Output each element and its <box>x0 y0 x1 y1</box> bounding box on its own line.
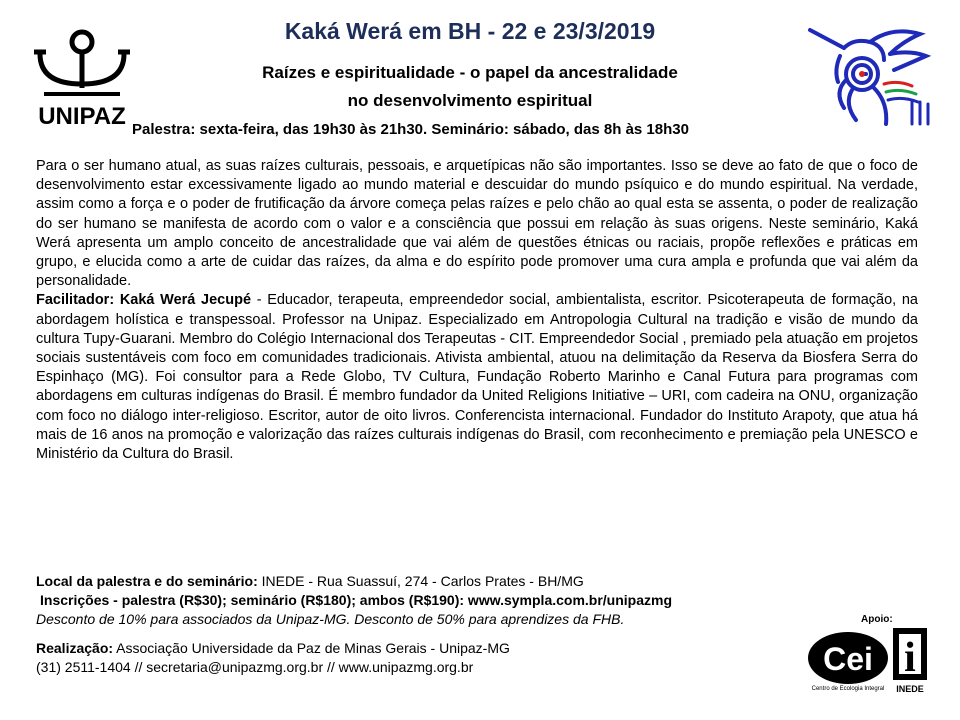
inede-logo-glyph: i <box>904 635 916 681</box>
discount-line: Desconto de 10% para associados da Unipaz-MG. Desconto de 50% para aprendizes da FHB. <box>36 611 625 627</box>
organizer-value: Associação Universidade da Paz de Minas Gerais - Unipaz-MG <box>113 640 510 656</box>
organizer-label: Realização: <box>36 640 114 656</box>
event-subtitle-line-1: Raízes e espiritualidade - o papel da ancestralidade <box>262 63 678 82</box>
event-title: Kaká Werá em BH - 22 e 23/3/2019 <box>284 18 656 44</box>
unipaz-logo <box>34 26 130 130</box>
sponsors-label: Apoio: <box>861 614 893 625</box>
facilitator-bio: - Educador, terapeuta, empreendedor social, ambientalista, escritor. Psicoterapeuta de formação, na abordagem holística e transpessoal. Professor na Unipaz. Especializado em Antropologia Cultural na tradição e visão de mundo da cultura Tupy-Guarani. Membro do Colégio Internacional dos Terapeutas - CIT. Empreendedor Social , premiado pela atuação em projetos sociais sustentáveis com foco em comunidades tradicionais. Ativista ambiental, atuou na delimitação da Reserva da Biosfera Serra do Espinhaço (MG). Foi consultor para a Rede Globo, TV Cultura, Fundação Roberto Marinho e Canal Futura para programas com abordagens em culturas indígenas do Brasil. É membro fundador da United Religions Initiative – URI, com cadeira na ONU, organização com foco no diálogo inter-religioso. Escritor, autor de oito livros. Conferencista internacional. Fundador do Instituto Arapoty, que atua há mais de 16 anos na promoção e valorização das raízes culturais indígenas do Brasil, com reconhecimento e premiação pela UNESCO e Ministério da Cultura do Brasil. <box>36 292 918 463</box>
location-label: Local da palestra e do seminário: <box>36 573 258 589</box>
unipaz-logo-text: UNIPAZ <box>38 103 126 130</box>
event-schedule: Palestra: sexta-feira, das 19h30 às 21h30. Seminário: sábado, das 8h às 18h30 <box>132 121 689 138</box>
cei-caption: Centro de Ecologia Integral <box>811 686 885 692</box>
cei-logo-text: Cei <box>823 641 873 677</box>
inede-caption: INEDE <box>896 684 924 694</box>
facilitator-paragraph <box>36 291 918 464</box>
facilitator-label: Facilitador: Kaká Werá Jecupé <box>36 292 252 309</box>
contact-line: (31) 2511-1404 // secretaria@unipazmg.org.br // www.unipazmg.org.br <box>36 659 474 675</box>
organizer-line <box>36 639 796 658</box>
event-footer <box>36 572 796 677</box>
registration-line: Inscrições - palestra (R$30); seminário (R$180); ambos (R$190): www.sympla.com.br/unipazmg <box>40 592 673 608</box>
location-line <box>36 572 796 591</box>
event-description <box>36 157 918 464</box>
hummingbird-logo <box>804 26 932 128</box>
location-value: INEDE - Rua Suassuí, 274 - Carlos Prates - BH/MG <box>257 573 584 589</box>
intro-paragraph: Para o ser humano atual, as suas raízes culturais, pessoais, e arquetípicas não são importantes. Isso se deve ao fato de que o foco de desenvolvimento estar excessivamente ligado ao mundo material e descuidar do mundo psíquico e do mundo espiritual. Na verdade, assim como a força e o poder de frutificação da árvore começa pelas raízes e pelo chão ao qual esta se assenta, o poder de realização do ser humano se manifesta de acordo com o valor e a consciência que possui em relação às suas origens. Neste seminário, Kaká Werá apresenta um amplo conceito de ancestralidade que vai além de questões étnicas ou raciais, propõe reflexões e práticas em grupo, e elucida como a arte de cuidar das raízes, da alma e do espírito pode promover uma cura ampla e profunda que vai além da personalidade. <box>36 158 918 290</box>
event-subtitle-line-2: no desenvolvimento espiritual <box>347 91 593 110</box>
